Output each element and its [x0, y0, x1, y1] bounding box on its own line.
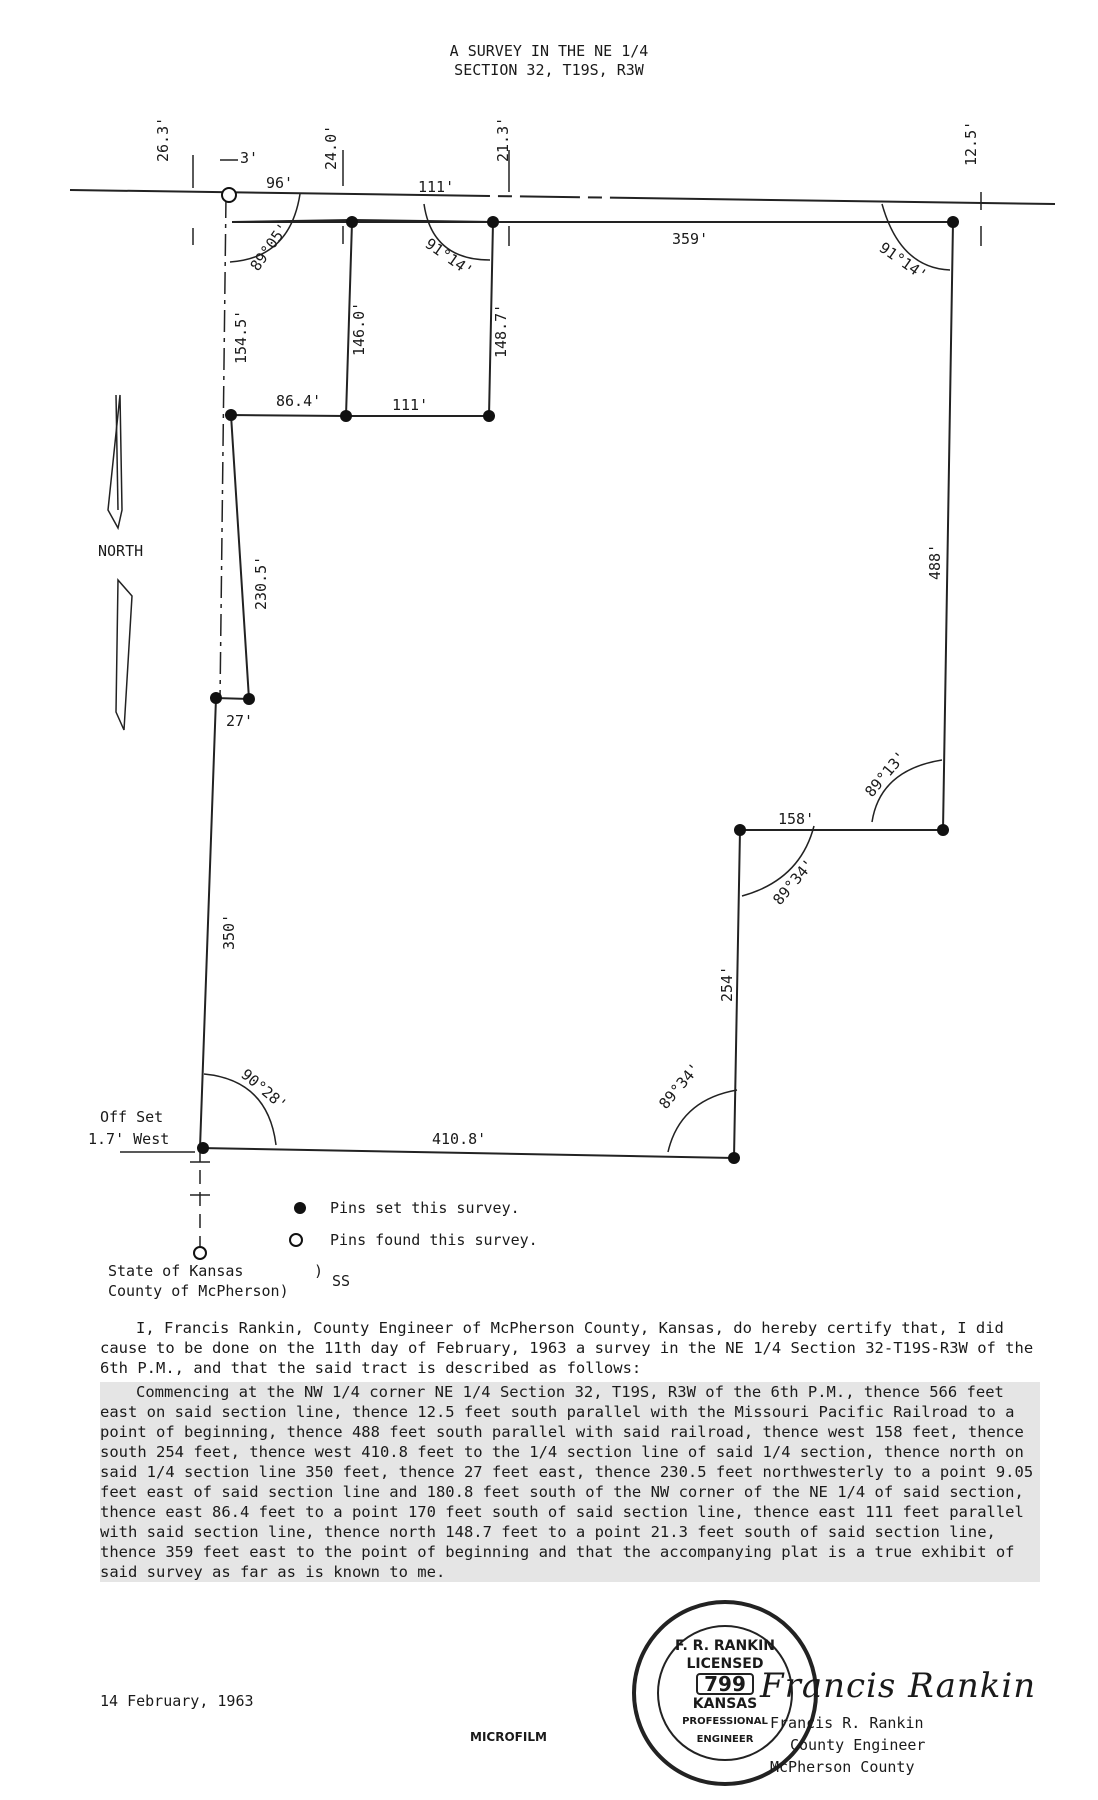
title-line-2: SECTION 32, T19S, R3W [454, 61, 644, 79]
dim-410-8: 410.8' [432, 1130, 487, 1148]
angle-91-14-mid: 91°14' [421, 234, 477, 281]
dim-148-7: 148.7' [492, 303, 510, 358]
handwritten-signature: Francis Rankin [760, 1666, 1037, 1706]
dim-86-4: 86.4' [276, 392, 322, 410]
seal-profession: PROFESSIONAL ENGINEER [682, 1716, 768, 1745]
certificate-description: Commencing at the NW 1/4 corner NE 1/4 Section 32, T19S, R3W of the 6th P.M., thence 566 feet east on said section line, thence 12.5 feet south parallel with the Missouri Pacific Railroad to a point of beginning, thence 488 feet south parallel with said railroad, thence west 158 feet, thence south 254 feet, thence west 410.8 feet to the 1/4 section line of said 1/4 section, thence north on said 1/4 section line 350 feet, thence 27 feet east, thence 230.5 feet northwesterly to a point 9.05 feet east of said section line and 180.8 feet south of the NW corner of the NE 1/4 of said section, thence east 86.4 feet to a point 170 feet south of said section line, thence east 111 feet parallel with said section line, thence north 148.7 feet to a point 21.3 feet south of said section line, thence 359 feet east to the point of beginning and that the accompanying plat is a true exhibit of said survey as far as is known to me. [100, 1382, 1040, 1582]
angle-89-34-upper: 89°34' [769, 855, 818, 909]
dim-254: 254' [718, 965, 736, 1002]
seal-state: KANSAS [692, 1696, 758, 1712]
dim-111-mid: 111' [392, 396, 429, 414]
dim-359: 359' [672, 230, 709, 248]
dim-154-5: 154.5' [232, 309, 250, 364]
angle-91-14-right: 91°14' [875, 238, 931, 285]
offset-note-line-1: Off Set [100, 1108, 164, 1126]
angle-arcs [204, 194, 950, 1152]
seal-name: F. R. RANKIN [674, 1638, 776, 1654]
dim-96: 96' [266, 174, 294, 192]
dim-21-3: 21.3' [494, 116, 512, 162]
angle-89-05: 89°05' [246, 219, 293, 275]
signer-county: McPherson County [770, 1758, 915, 1776]
dim-12-5: 12.5' [962, 120, 980, 166]
north-arrow-icon [108, 395, 132, 730]
title-line-1: A SURVEY IN THE NE 1/4 [449, 42, 649, 60]
dim-488: 488' [926, 543, 944, 580]
signer-title: County Engineer [790, 1736, 926, 1754]
venue-state: State of Kansas [108, 1262, 244, 1280]
certificate-body [100, 1318, 1040, 1582]
dim-24-0: 24.0' [322, 124, 340, 170]
offset-marks [120, 150, 981, 1195]
angle-89-34-lower: 89°34' [655, 1059, 704, 1113]
dim-26-3: 26.3' [154, 116, 172, 162]
legend-pins-set: Pins set this survey. [330, 1199, 520, 1217]
dim-230-5: 230.5' [252, 555, 270, 610]
section-line [70, 190, 1055, 204]
signing-date: 14 February, 1963 [100, 1692, 254, 1710]
venue-county: County of McPherson) [108, 1282, 289, 1300]
angle-90-28: 90°28' [237, 1065, 291, 1114]
dim-158: 158' [778, 810, 815, 828]
offset-note-line-2: 1.7' West [88, 1130, 170, 1148]
legend-pin-set-icon [294, 1202, 306, 1214]
signer-name: Francis R. Rankin [770, 1714, 924, 1732]
certificate-intro: I, Francis Rankin, County Engineer of McPherson County, Kansas, do hereby certify that, I did cause to be done on the 11th day of February, 1963 a survey in the NE 1/4 Section 32-T19S-R3W of the 6th P.M., and that the said tract is described as follows: [100, 1319, 1034, 1377]
angle-89-13: 89°13' [861, 747, 910, 801]
seal-number: 799 [696, 1673, 754, 1695]
pins-set [197, 216, 959, 1164]
dim-146-0: 146.0' [350, 301, 368, 356]
dim-111-top: 111' [418, 178, 455, 196]
dim-27: 27' [226, 712, 254, 730]
seal-licensed: LICENSED [686, 1656, 764, 1672]
venue-paren: ) [314, 1262, 324, 1280]
legend-pin-found-icon [290, 1234, 302, 1246]
north-label: NORTH [98, 542, 144, 560]
microfilm-stamp: MICROFILM [470, 1730, 547, 1744]
legend-pins-found: Pins found this survey. [330, 1231, 538, 1249]
dim-350: 350' [220, 913, 238, 950]
quarter-section-line [220, 196, 226, 700]
tract-boundary [200, 220, 953, 1158]
venue-ss: SS [332, 1272, 351, 1290]
dim-3: 3' [240, 149, 259, 167]
